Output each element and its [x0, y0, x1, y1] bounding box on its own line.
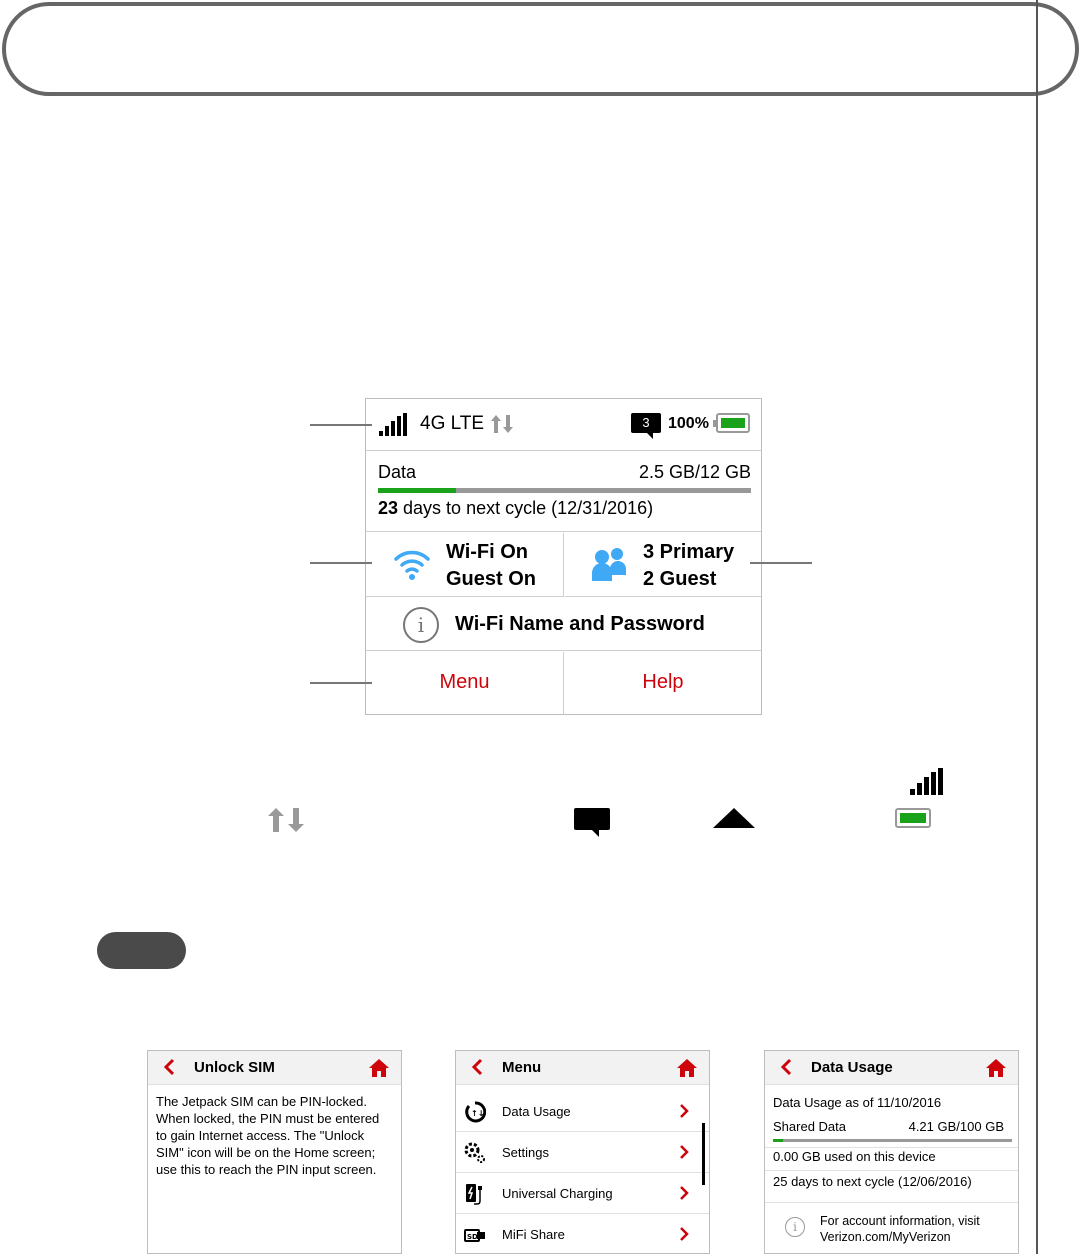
cycle-text: 25 days to next cycle (12/06/2016) [773, 1174, 972, 1189]
menu-item-label: Data Usage [502, 1104, 571, 1119]
screen-title: Menu [502, 1059, 542, 1076]
callout-line [310, 424, 372, 426]
message-count-badge[interactable]: 3 [631, 413, 661, 433]
callout-line [310, 562, 372, 564]
screen-title: Unlock SIM [194, 1059, 275, 1076]
menu-item-label: MiFi Share [502, 1227, 565, 1242]
device-usage: 0.00 GB used on this device [773, 1149, 936, 1164]
connected-users-tile[interactable] [565, 533, 761, 597]
screen-title: Data Usage [811, 1059, 893, 1076]
signal-bars-icon [379, 413, 409, 436]
screen-header [456, 1051, 709, 1085]
home-screen [365, 398, 762, 715]
data-amount: 2.5 GB/12 GB [638, 462, 751, 482]
menu-item-data-usage[interactable] [456, 1091, 709, 1132]
menu-item-label: Universal Charging [502, 1186, 613, 1201]
shared-data-amount: 4.21 GB/100 GB [908, 1119, 1004, 1134]
chevron-right-icon [679, 1145, 689, 1159]
wifi-status-tile[interactable] [366, 533, 564, 597]
users-status-text [643, 539, 734, 593]
triangle-alert-icon [713, 808, 755, 828]
data-usage-row[interactable] [366, 452, 761, 532]
scrollbar[interactable] [702, 1123, 705, 1185]
help-button[interactable]: Help [642, 671, 684, 693]
shared-data-progress-bar [773, 1139, 1012, 1142]
cycle-days: 23 [378, 498, 399, 518]
wifi-status-text [446, 539, 536, 593]
account-info-line-1: For account information, visit [820, 1214, 980, 1228]
svg-text:SD: SD [467, 1233, 478, 1241]
message-icon [574, 808, 610, 830]
back-chevron-icon[interactable] [162, 1058, 176, 1076]
home-icon[interactable] [676, 1058, 698, 1078]
home-icon[interactable] [368, 1058, 390, 1078]
gear-icon [464, 1142, 486, 1164]
svg-text:↑↓: ↑↓ [471, 1109, 485, 1118]
note-tag [97, 932, 186, 969]
menu-item-mifi-share[interactable] [456, 1214, 709, 1254]
page-divider [1036, 0, 1038, 1254]
menu-item-label: Settings [502, 1145, 549, 1160]
up-down-arrows-icon [266, 808, 306, 832]
data-progress-bar [378, 488, 751, 493]
chevron-right-icon [679, 1227, 689, 1241]
cycle-text [378, 498, 653, 519]
account-info-link[interactable]: Verizon.com/MyVerizon [820, 1230, 951, 1244]
up-down-arrows-icon [490, 415, 514, 433]
battery-percent: 100% [668, 415, 709, 432]
cycle-suffix: days to next cycle (12/31/2016) [398, 498, 654, 518]
users-line-2: 2 Guest [643, 568, 717, 590]
header-banner [2, 2, 1079, 96]
battery-icon [895, 808, 931, 828]
menu-screen [455, 1050, 710, 1254]
wifi-line-2: Guest On [446, 568, 537, 590]
divider [765, 1170, 1018, 1171]
data-usage-icon [464, 1101, 486, 1123]
back-chevron-icon[interactable] [470, 1058, 484, 1076]
callout-line [750, 562, 812, 564]
mifi-share-icon [464, 1224, 486, 1246]
home-icon[interactable] [985, 1058, 1007, 1078]
divider [765, 1202, 1018, 1203]
users-line-1: 3 Primary [643, 541, 735, 563]
battery-icon [716, 413, 750, 433]
wifi-name-password-row[interactable] [366, 598, 761, 651]
wifi-name-password-label: Wi-Fi Name and Password [455, 613, 705, 635]
info-icon: i [785, 1217, 805, 1237]
menu-item-universal-charging[interactable] [456, 1173, 709, 1214]
back-chevron-icon[interactable] [779, 1058, 793, 1076]
screen-header [148, 1051, 401, 1085]
menu-button[interactable]: Menu [366, 652, 564, 714]
wifi-line-1: Wi-Fi On [446, 541, 529, 563]
screen-header [765, 1051, 1018, 1085]
wifi-icon [394, 547, 430, 581]
charging-icon [464, 1183, 486, 1205]
divider [765, 1147, 1018, 1148]
data-usage-as-of: Data Usage as of 11/10/2016 [773, 1095, 942, 1110]
network-type: 4G LTE [420, 413, 485, 434]
callout-line [310, 682, 372, 684]
unlock-sim-screen [147, 1050, 402, 1254]
chevron-right-icon [679, 1104, 689, 1118]
users-icon [590, 545, 628, 585]
data-label: Data [378, 462, 417, 482]
account-info-text [820, 1213, 980, 1245]
info-icon: i [403, 607, 439, 643]
status-bar [366, 399, 761, 451]
signal-bars-icon [910, 768, 942, 795]
chevron-right-icon [679, 1186, 689, 1200]
menu-item-settings[interactable] [456, 1132, 709, 1173]
shared-data-label: Shared Data [773, 1119, 846, 1134]
data-usage-screen [764, 1050, 1019, 1254]
unlock-sim-description: The Jetpack SIM can be PIN-locked. When locked, the PIN must be entered to gain Internet access. The "Unlock SIM" icon will be on the Home screen; use this to reach the PIN input screen. [156, 1094, 380, 1177]
